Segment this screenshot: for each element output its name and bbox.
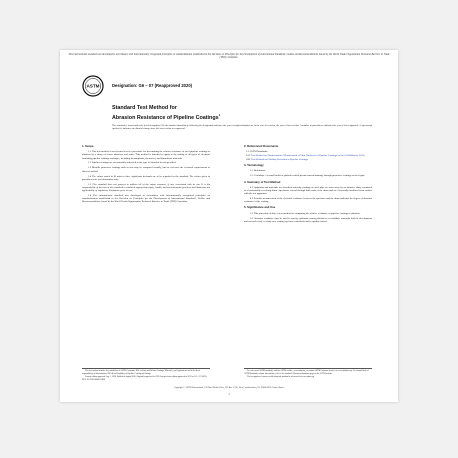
- footnote: For referenced ASTM standards, visit the ASTM website, www.astm.org, or contact ASTM Customer Service at service@astm.org. For Annual Book of ASTM Standards volume information, refer to the standard's Document Summary page on the ASTM website.: [244, 370, 369, 375]
- reference-code: G62: [246, 158, 251, 162]
- scope-para-1: 1.1 This test method of accelerated test is a procedure for determining the relative resistance of steel pipeline coatings to abrasion by a slurry of coarse abrasives and water. This method is intended to apply to the testing of all types of electrical insulating pipeline coatings and tapes, including thermoplastic, thermoset, and bituminous materials.: [82, 150, 210, 160]
- footnotes-left: [82, 368, 210, 382]
- left-column: [82, 145, 210, 205]
- summary-para-1: 4.1 Apparatus and materials are described whereby coatings on steel pipe are worn away by an abrasive slurry contained in a horizontally revolving drum. Specimens extend through both ends of the drum and are electrically insulated from contact with the test apparatus.: [244, 185, 372, 196]
- page-number: 1: [228, 393, 230, 396]
- terminology-para-1: 3.1 Definitions:: [250, 169, 266, 173]
- reference-g62[interactable]: [244, 158, 372, 161]
- title-footnote-mark: 1: [218, 112, 221, 117]
- scope-para-4: 1.4 The values stated in SI units to three significant decimals are to be regarded as the standard. The values given in parentheses are for information only.: [82, 174, 210, 181]
- astm-logo-icon: [82, 74, 104, 98]
- footnotes-right: [244, 368, 372, 379]
- right-column: [244, 145, 372, 225]
- scope-para-5: 1.5 This standard does not purport to address all of the safety concerns, if any, associated with its use. It is the responsibility of the user of this standard to establish appropriate safety, health, and environmental practices and determine the applicability of regulatory limitations prior to use.: [82, 182, 210, 192]
- title-line-2: [112, 112, 362, 121]
- reference-g12[interactable]: [244, 154, 372, 157]
- scope-para-6: 1.6 This international standard was developed in accordance with internationally recognized principles on standardization established in the Decision on Principles for the Development of International Standards, Guides and Recommendations issued by the World Trade Organization Technical Barriers to Trade (TBT) Committee.: [82, 193, 210, 204]
- astm-standards-label: 2.1 ASTM Standards:: [246, 150, 268, 154]
- section-heading-scope: 1. Scope: [82, 144, 94, 148]
- scope-para-3: 1.3 Metallic protective coatings such as zinc may be compared visually, but are not meet the electrical requirements of this test method.: [82, 166, 210, 173]
- wto-notice: This international standard was developed in accordance with internationally recognized principles on standardization established in the Decision on Principles for the Development of International Standards, Guides and Recommendations issued by the World Trade Organization Technical Barriers to Trade (TBT) Committee.: [68, 53, 390, 60]
- reference-code: G12: [246, 154, 251, 158]
- terminology-para-2: 3.1.1 holidays—in small faults or pinholes which permit current drainage through protective coatings on steel pipe.: [250, 174, 366, 178]
- title-line-1: Standard Test Method for: [112, 105, 177, 111]
- footnote: The last approved version of this historical standard is referenced on www.astm.org.: [247, 375, 315, 378]
- section-heading-terminology: 3. Terminology: [244, 163, 264, 168]
- standard-note: This standard is issued under the fixed designation G6; the number immediately following the designation indicates the year of original adoption or, in the case of revision, the year of last revision. A number in parentheses indicates the year of last reapproval. A superscript epsilon (ε) indicates an editorial change since the last revision or reapproval.: [112, 124, 372, 130]
- document-page: [60, 50, 398, 402]
- svg-text:ASTM: ASTM: [86, 83, 100, 89]
- designation: Designation: G6 – 07 (Reapproved 2020): [112, 83, 193, 88]
- footnote: This test method is under the jurisdiction of ASTM Committee D01 on Paint and Related Coatings, Materials, and Applications and is the direct responsibility of Subcommittee D01.48 on Durability of Pipeline Coating and Linings.: [82, 370, 201, 375]
- significance-para-1: 5.1 This procedure defines a test method for comparing the relative resistance of pipeline coatings to abrasion.: [250, 211, 361, 215]
- document-title: [112, 105, 362, 121]
- reference-link[interactable]: Test Method for Nondestructive Measurement of Film Thickness of Pipeline Coatings on Steel (Withdrawn 2013): [250, 154, 365, 158]
- copyright-line: Copyright © ASTM International, 100 Barr Harbor Drive, PO Box C700, West Conshohocken, PA 19428-2959. United States: [173, 387, 285, 389]
- footnote: Current edition approved Aug. 1, 2020. Published August 2020. Originally approved in 1969. Last previous edition approved in 2013 as G6 – 07 (2013). DOI: 10.1520/G0006-07R20.: [82, 375, 208, 381]
- summary-para-2: 4.2 Periodic measurement of the electrical resistance between the specimen and the drum indicates the degree of abrasion resistance of the coating.: [244, 197, 372, 204]
- section-heading-summary: 4. Summary of Test Method: [244, 179, 281, 184]
- significance-para-2: 5.2 Abrasion resistance may be used to specify optimum coating thickness of candidate materials both in development and research work, to study new coating systems or methods and in quality control.: [244, 216, 372, 223]
- section-heading-referenced: 2. Referenced Documents: [244, 144, 279, 148]
- title-text: Abrasion Resistance of Pipeline Coatings: [112, 114, 219, 121]
- section-heading-significance: 5. Significance and Use: [244, 205, 276, 210]
- reference-link[interactable]: Test Methods for Holiday Detection in Pipeline Coatings: [250, 158, 308, 162]
- scope-para-2: 1.2 Pipeline coatings are not normally subjected to the type of abrasion herein specified.: [88, 161, 177, 165]
